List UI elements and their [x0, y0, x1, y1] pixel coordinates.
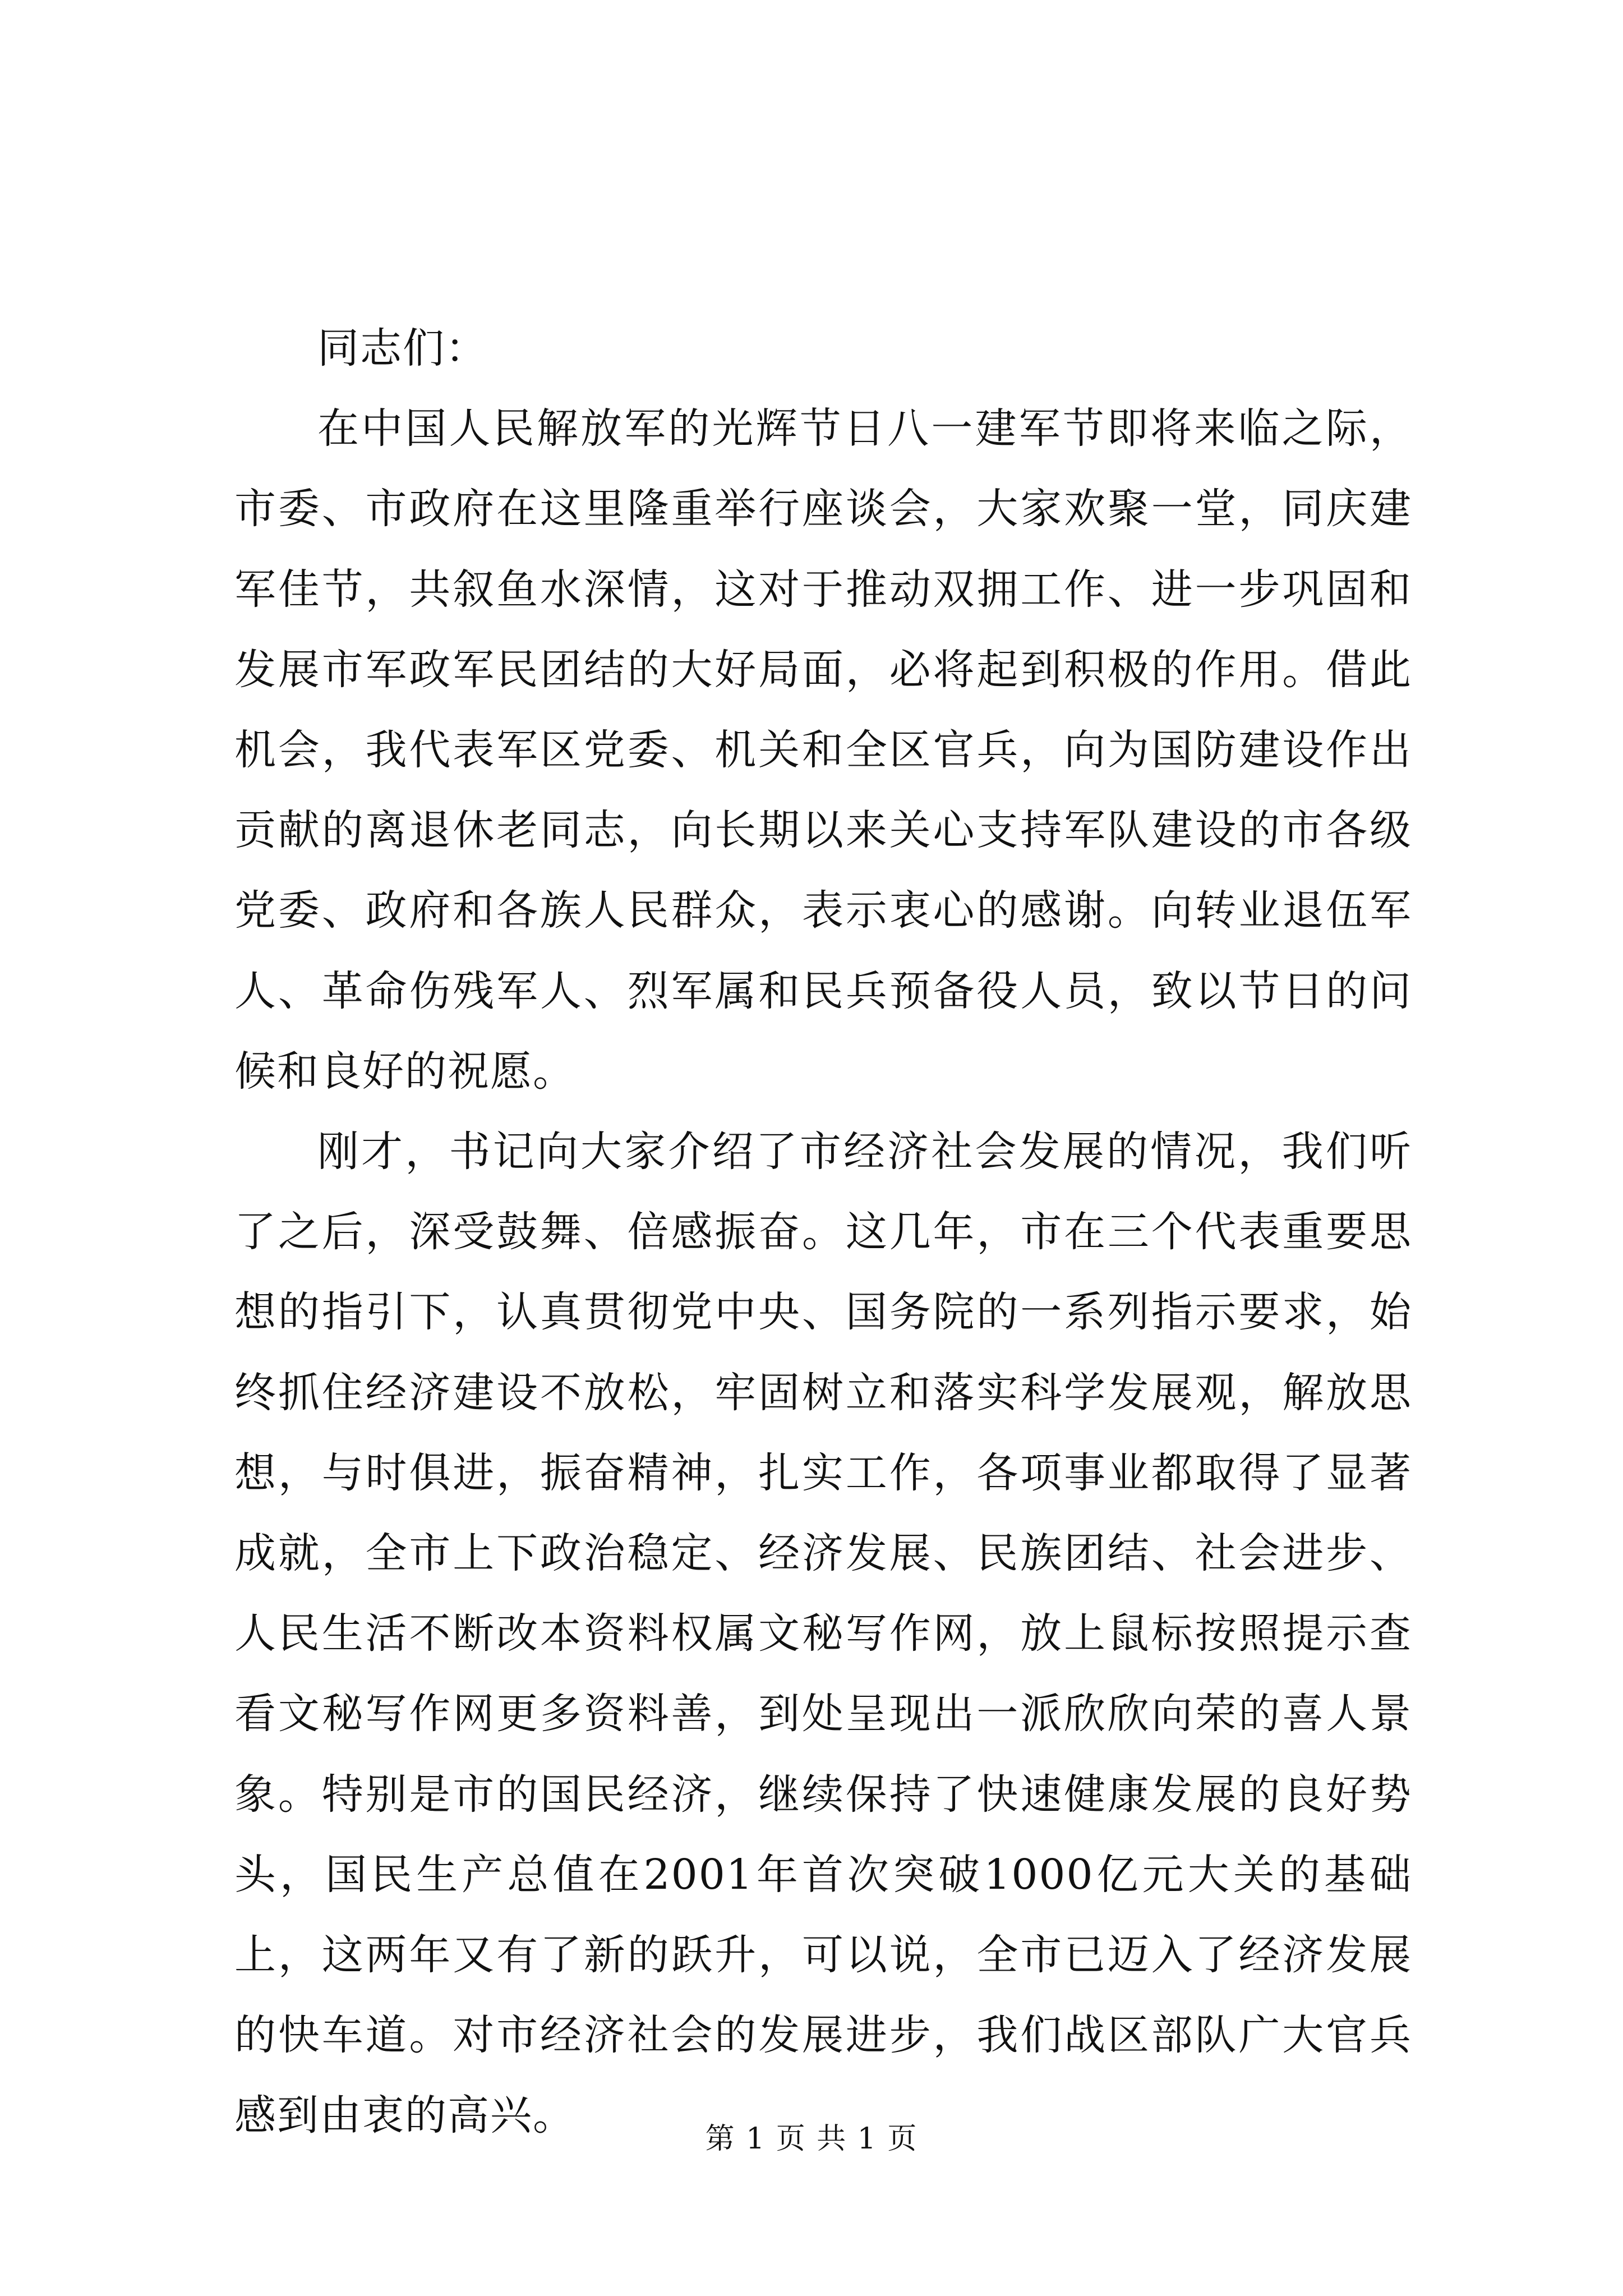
body-paragraph-economy: 刚才，书记向大家介绍了市经济社会发展的情况，我们听了之后，深受鼓舞、倍感振奋。这几年，市在三个代表重要思想的指引下，认真贯彻党中央、国务院的一系列指示要求，始终抓住经济建设不放松，牢固树立和落实科学发展观，解放思想，与时俱进，振奋精神，扎实工作，各项事业都取得了显著成就，全市上下政治稳定、经济发展、民族团结、社会进步、人民生活不断改本资料权属文秘写作网，放上鼠标按照提示查看文秘写作网更多资料善，到处呈现出一派欣欣向荣的喜人景象。特别是市的国民经济，继续保持了快速健康发展的良好势头，国民生产总值在2001年首次突破1000亿元大关的基础上，这两年又有了新的跃升，可以说，全市已迈入了经济发展的快车道。对市经济社会的发展进步，我们战区部队广大官兵感到由衷的高兴。	[234, 1128, 1412, 2140]
salutation-paragraph: 同志们：	[317, 324, 488, 372]
page-number-footer: 第 1 页 共 1 页	[705, 2122, 918, 2156]
body-paragraph-greeting: 在中国人民解放军的光辉节日八一建军节即将来临之际，市委、市政府在这里隆重举行座谈会，大家欢聚一堂，同庆建军佳节，共叙鱼水深情，这对于推动双拥工作、进一步巩固和发展市军政军民团结的大好局面，必将起到积极的作用。借此机会，我代表军区党委、机关和全区官兵，向为国防建设作出贡献的离退休老同志，向长期以来关心支持军队建设的市各级党委、政府和各族人民群众，表示衷心的感谢。向转业退伍军人、革命伤残军人、烈军属和民兵预备役人员，致以节日的问候和良好的祝愿。	[234, 404, 1412, 1096]
document-body	[234, 309, 1412, 2156]
